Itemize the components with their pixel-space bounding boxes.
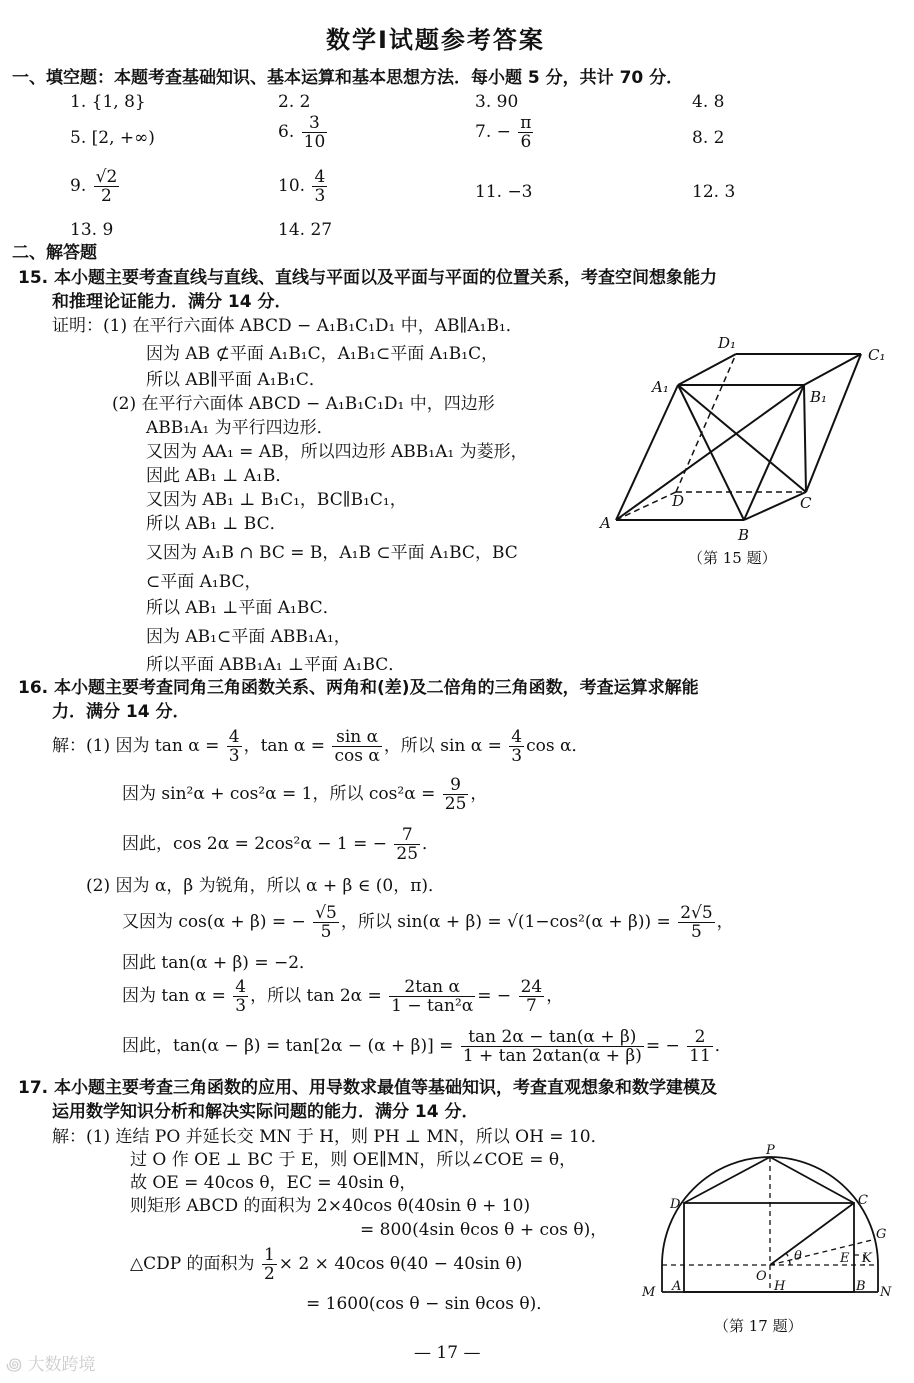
answer-14: 14. 27 [278,220,333,240]
q15-line: 所以平面 ABB₁A₁ ⊥平面 A₁BC． [146,655,406,675]
answer-9: 9. $\frac{√2}{2}$ [70,167,118,206]
q15-line: 又因为 AA₁ = AB，所以四边形 ABB₁A₁ 为菱形， [146,442,528,462]
answer-2: 2. 2 [278,92,311,112]
q15-line: (2) 在平行六面体 ABCD − A₁B₁C₁D₁ 中，四边形 [112,394,495,414]
q15-line: ABB₁A₁ 为平行四边形． [146,418,334,438]
label-D: D [672,492,685,510]
label-E: E [840,1251,850,1266]
label-A: A [600,514,611,532]
answer-12: 12. 3 [692,182,736,202]
q15-line: 又因为 AB₁ ⊥ B₁C₁，BC∥B₁C₁， [146,490,407,510]
answer-4: 4. 8 [692,92,725,112]
label-D: D [670,1197,681,1212]
q15-line: 因此 AB₁ ⊥ A₁B． [146,466,293,486]
watermark-icon: ꩜ [6,1355,28,1375]
q15-line: 又因为 A₁B ∩ BC = B，A₁B ⊂平面 A₁BC，BC [146,543,518,563]
label-C: C [800,494,812,512]
q16-step-3: 因此，cos 2α = 2cos²α − 1 = − $\frac{7}{25}$ ． [122,825,440,864]
answer-6: 6. $\frac{3}{10}$ [278,113,326,152]
answer-7: 7. − $\frac{\pi}{6}$ [475,113,532,152]
answer-10: 10. $\frac{4}{3}$ [278,167,326,206]
figure-15-parallelepiped [596,330,906,570]
q16-step-8: 因此，tan(α − β) = tan[2α − (α + β)] = $\frac{\tan 2\alpha - \tan(\alpha + \beta)}{1 + \tan 2\alpha\tan(\alpha + \beta)}$ = − $\frac{2}{11}$ ． [122,1027,732,1066]
fraction: $\frac{3}{10}$ [303,113,326,152]
fraction: $\frac{√2}{2}$ [95,167,118,206]
label-B: B [856,1279,866,1294]
q17-line: 则矩形 ABCD 的面积为 2×40cos θ(40sin θ + 10) [130,1196,531,1216]
answer-13: 13. 9 [70,220,114,240]
q16-heading-cont: 力．满分 14 分． [52,702,190,722]
q16-step-2: 因为 sin²α + cos²α = 1，所以 cos²α = $\frac{9}{25}$ ， [122,775,488,814]
q15-line: 因为 AB₁⊂平面 ABB₁A₁， [146,627,351,647]
watermark: ꩜ 大数跨境 [6,1355,96,1375]
answer-8: 8. 2 [692,128,725,148]
label-G: G [876,1227,887,1242]
section-heading-solutions: 二、解答题 [12,243,97,263]
figure-17-caption: （第 17 题） [714,1317,803,1335]
section-heading-fill-in: 一、填空题：本题考查基础知识、基本运算和基本思想方法．每小题 5 分，共计 70 分． [12,68,684,88]
q17-line: 过 O 作 OE ⊥ BC 于 E，则 OE∥MN，所以∠COE = θ， [130,1150,577,1170]
q16-step-4: (2) 因为 α，β 为锐角，所以 α + β ∈ (0，π)． [86,876,446,896]
label-N: N [880,1285,892,1300]
q17-line: = 800(4sin θcos θ + cos θ)， [360,1220,608,1240]
q15-line: 所以 AB₁ ⊥平面 A₁BC． [146,598,340,618]
page-number: — 17 — [414,1343,481,1363]
page-title: 数学Ⅰ试题参考答案 [326,26,545,54]
label-C: C [858,1193,868,1208]
q17-line: 故 OE = 40cos θ，EC = 40sin θ， [130,1173,417,1193]
answer-3: 3. 90 [475,92,519,112]
label-theta: θ [794,1249,802,1264]
figure-15-caption: （第 15 题） [688,549,777,567]
q16-heading: 16. 本小题主要考查同角三角函数关系、两角和(差)及二倍角的三角函数，考查运算求解能 [18,678,699,698]
fraction: $\frac{\pi}{6}$ [520,113,532,152]
q17-heading-cont: 运用数学知识分析和解决实际问题的能力．满分 14 分． [52,1102,479,1122]
q17-line: = 1600(cos θ − sin θcos θ)． [306,1294,554,1314]
label-A1: A₁ [652,378,669,396]
answer-5: 5. [2, +∞) [70,128,155,148]
label-K: K [862,1251,872,1266]
q16-step-1: 解：(1) 因为 tan α = $\frac{4}{3}$ ，tan α = $\frac{\text{sin α}}{\text{cos α}}$ ，所以 sin α = $\frac{4}{3}$ cos α． [52,727,589,766]
q15-heading: 15. 本小题主要考查直线与直线、直线与平面以及平面与平面的位置关系，考查空间想象能力 [18,268,718,288]
q17-heading: 17. 本小题主要考查三角函数的应用、用导数求最值等基础知识，考查直观想象和数学建模及 [18,1078,718,1098]
label-H: H [774,1279,786,1294]
answer-11: 11. −3 [475,182,533,202]
figure-17-semicircle [632,1140,902,1325]
q16-step-6: 因此 tan(α + β) = −2． [122,953,317,973]
fraction: $\frac{4}{3}$ [314,167,326,206]
q16-step-7: 因为 tan α = $\frac{4}{3}$ ，所以 tan 2α = $\frac{\text{2tan α}}{\text{1 − tan²α}}$ = − $\frac{24}{7}$ ， [122,977,564,1016]
label-C1: C₁ [868,346,886,364]
q17-line: △CDP 的面积为 $\frac{1}{2}$ × 2 × 40cos θ(40 − 40sin θ) [130,1245,523,1284]
q15-line: 证明：(1) 在平行六面体 ABCD − A₁B₁C₁D₁ 中，AB∥A₁B₁． [52,316,523,336]
answer-1: 1. {1, 8} [70,92,146,112]
label-M: M [642,1285,656,1300]
q16-step-5: 又因为 cos(α + β) = − $\frac{√5}{5}$ ，所以 sin(α + β) = √(1−cos²(α + β)) = $\frac{2√5}{5}$ ， [122,903,734,942]
label-A: A [672,1279,682,1294]
label-B: B [738,526,750,544]
q15-line: 所以 AB∥平面 A₁B₁C． [146,370,326,390]
label-B1: B₁ [810,388,828,406]
label-P: P [766,1143,775,1158]
q17-line: 解：(1) 连结 PO 并延长交 MN 于 H，则 PH ⊥ MN，所以 OH = 10． [52,1127,608,1147]
q15-heading-cont: 和推理论证能力．满分 14 分． [52,292,292,312]
label-D1: D₁ [718,334,737,352]
label-O: O [756,1269,767,1284]
q15-line: 因为 AB ⊄平面 A₁B₁C，A₁B₁⊂平面 A₁B₁C， [146,344,499,364]
q15-line: 所以 AB₁ ⊥ BC． [146,514,287,534]
q15-line: ⊂平面 A₁BC， [146,572,262,592]
